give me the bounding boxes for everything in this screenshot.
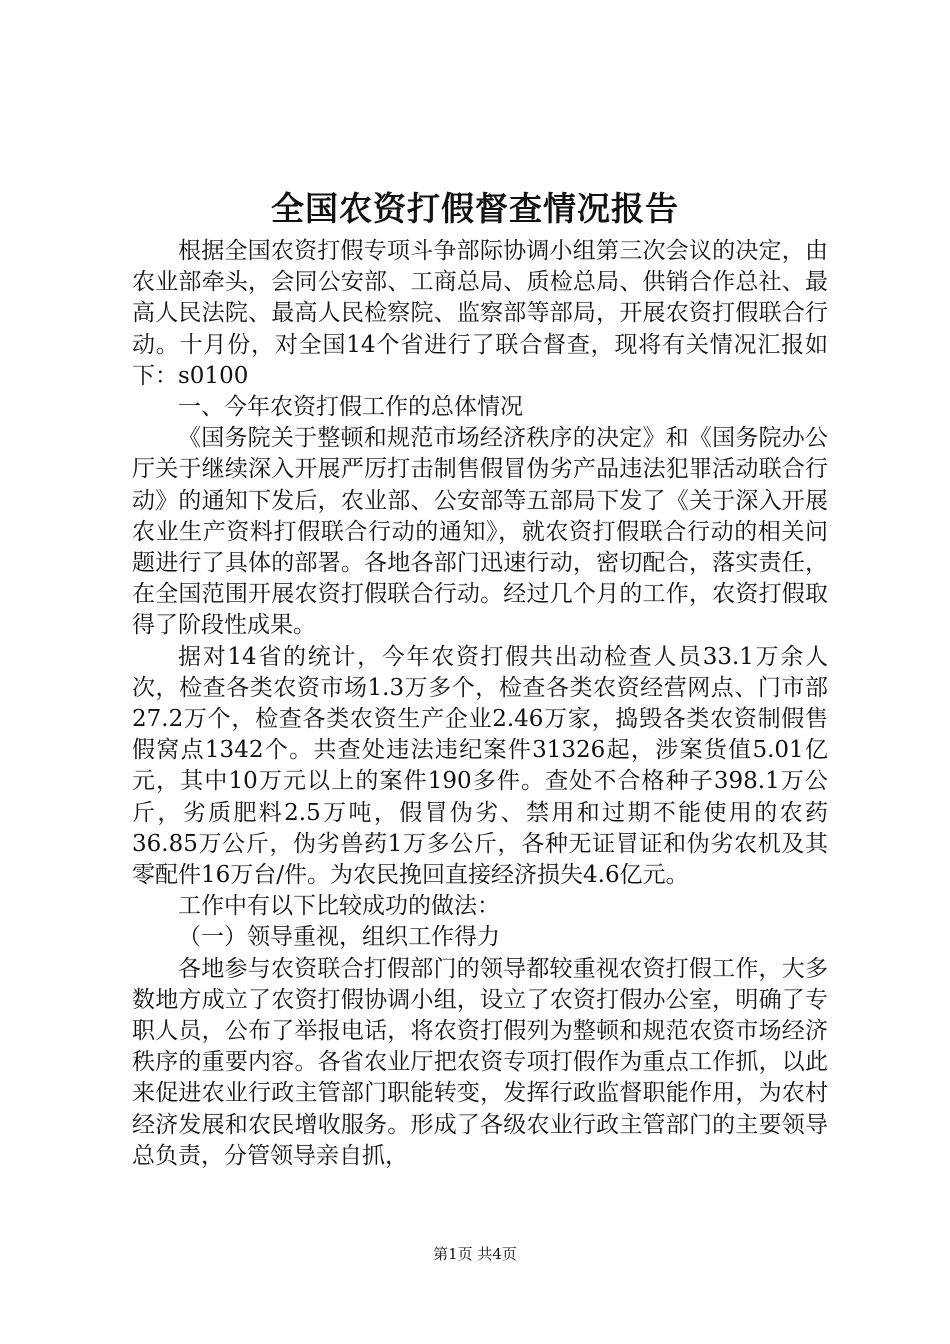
paragraph-practices-intro: 工作中有以下比较成功的做法： <box>178 893 500 920</box>
paragraph-statistics: 据对14省的统计，今年农资打假共出动检查人员33.1万余人次，检查各类农资市场1.3万多个，检查各类农资经营网点、门市部27.2万个，检查各类农资生产企业2.46万家，捣毁各类农资制假售假窝点1342个。共查处违法违纪案件31326起，涉案货值5.01亿元，其中10万元以上的案件190多件。查处不合格种子398.1万公斤，劣质肥料2.5万吨，假冒伪劣、禁用和过期不能使用的农药36.85万公斤，伪劣兽药1万多公斤，各种无证冒证和伪劣农机及其零配件16万台/件。为农民挽回直接经济损失4.6亿元。 <box>132 643 828 889</box>
paragraph-intro: 根据全国农资打假专项斗争部际协调小组第三次会议的决定，由农业部牵头，会同公安部、工商总局、质检总局、供销合作总社、最高人民法院、最高人民检察院、监察部等部局，开展农资打假联合行动。十月份，对全国14个省进行了联合督查，现将有关情况汇报如下：s0100 <box>132 238 828 389</box>
page-number-footer: 第1页 共4页 <box>433 1245 517 1263</box>
paragraph-policy: 《国务院关于整顿和规范市场经济秩序的决定》和《国务院办公厅关于继续深入开展严厉打击制售假冒伪劣产品违法犯罪活动联合行动》的通知下发后，农业部、公安部等五部局下发了《关于深入开展农业生产资料打假联合行动的通知》，就农资打假联合行动的相关问题进行了具体的部署。各地各部门迅速行动，密切配合，落实责任，在全国范围开展农资打假联合行动。经过几个月的工作，农资打假取得了阶段性成果。 <box>132 425 828 639</box>
document-body <box>132 236 828 1172</box>
document-title: 全国农资打假督查情况报告 <box>271 189 679 228</box>
subsection-heading-1: （一）领导重视，组织工作得力 <box>178 924 500 951</box>
section-heading-1: 一、今年农资打假工作的总体情况 <box>178 394 523 421</box>
paragraph-leadership: 各地参与农资联合打假部门的领导都较重视农资打假工作，大多数地方成立了农资打假协调小组，设立了农资打假办公室，明确了专职人员，公布了举报电话，将农资打假列为整顿和规范农资市场经济秩序的重要内容。各省农业厅把农资专项打假作为重点工作抓，以此来促进农业行政主管部门职能转变，发挥行政监督职能作用，为农村经济发展和农民增收服务。形成了各级农业行政主管部门的主要领导总负责，分管领导亲自抓， <box>132 955 828 1169</box>
